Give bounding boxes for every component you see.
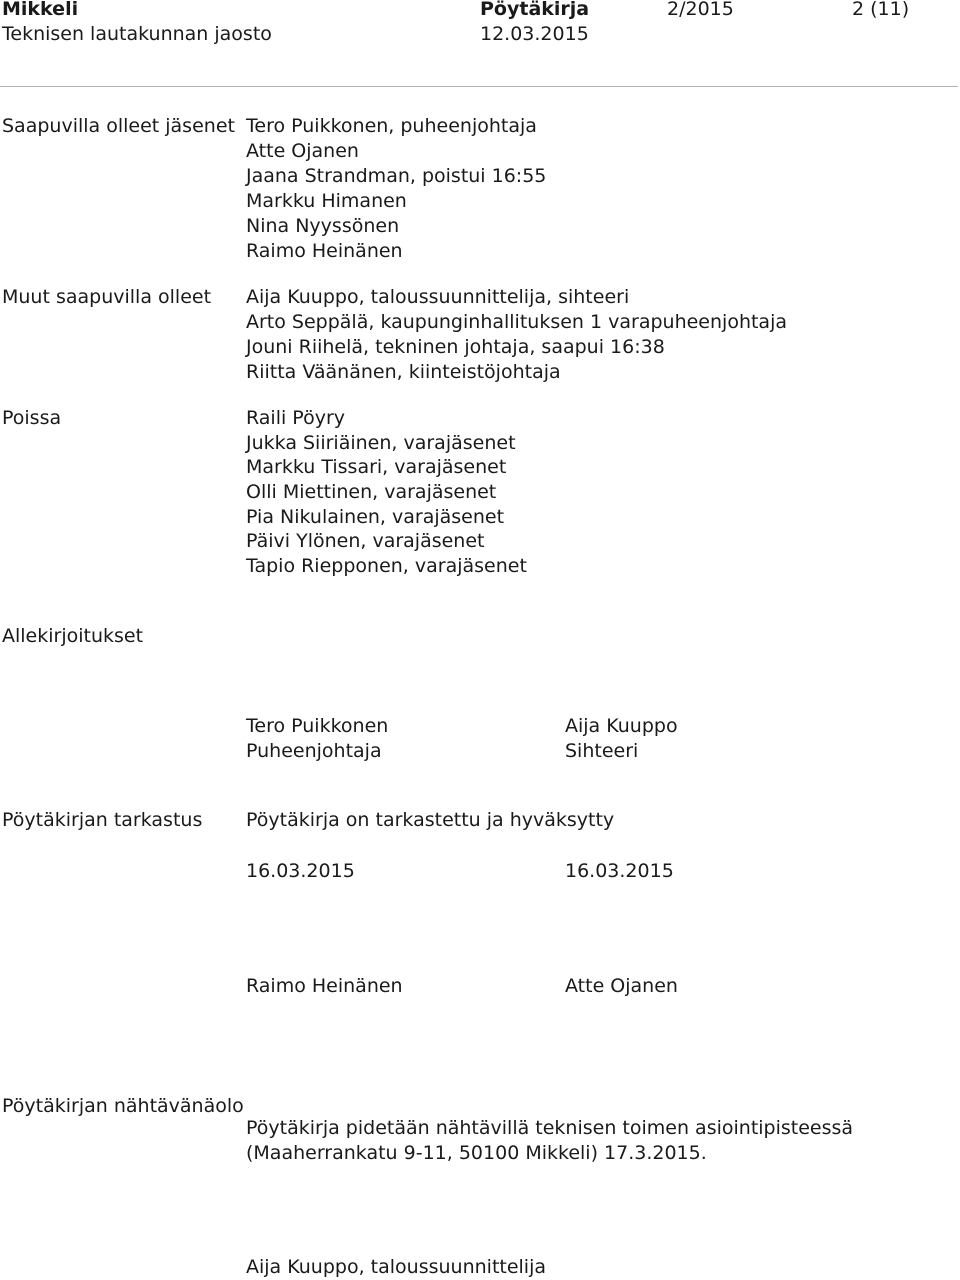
organization-name: Mikkeli bbox=[2, 0, 79, 20]
signer1-role: Puheenjohtaja bbox=[246, 740, 382, 762]
review-statement: Pöytäkirja on tarkastettu ja hyväksytty bbox=[246, 809, 615, 831]
list-item: Pia Nikulainen, varajäsenet bbox=[246, 505, 505, 528]
signer1-name: Tero Puikkonen bbox=[246, 715, 389, 737]
document-type: Pöytäkirja bbox=[480, 0, 590, 20]
present-members-label: Saapuvilla olleet jäsenet bbox=[2, 115, 235, 137]
list-item: Arto Seppälä, kaupunginhallituksen 1 varapuheenjohtaja bbox=[246, 311, 787, 333]
list-item: Tapio Riepponen, varajäsenet bbox=[246, 555, 527, 578]
signer2-role: Sihteeri bbox=[565, 740, 639, 762]
review-label: Pöytäkirjan tarkastus bbox=[2, 809, 203, 831]
list-item: Jukka Siiriäinen, varajäsenet bbox=[246, 431, 516, 454]
list-item: Raimo Heinänen bbox=[246, 240, 403, 262]
header-divider bbox=[0, 86, 958, 87]
list-item: Riitta Väänänen, kiinteistöjohtaja bbox=[246, 361, 561, 383]
absent-list bbox=[246, 406, 527, 579]
committee-name: Teknisen lautakunnan jaosto bbox=[2, 23, 272, 45]
signatures-label: Allekirjoitukset bbox=[2, 625, 144, 647]
list-item: Päivi Ylönen, varajäsenet bbox=[246, 530, 485, 553]
list-item: Olli Miettinen, varajäsenet bbox=[246, 481, 497, 504]
other-present-label: Muut saapuvilla olleet bbox=[2, 286, 212, 308]
list-item: Nina Nyyssönen bbox=[246, 215, 400, 237]
list-item: Atte Ojanen bbox=[246, 140, 359, 162]
display-label: Pöytäkirjan nähtävänäolo bbox=[2, 1095, 244, 1117]
list-item: Jaana Strandman, poistui 16:55 bbox=[246, 165, 547, 187]
present-members-list bbox=[246, 114, 546, 264]
signer2-name: Aija Kuuppo bbox=[565, 715, 678, 737]
display-line-2: (Maaherrankatu 9-11, 50100 Mikkeli) 17.3.2015. bbox=[246, 1142, 707, 1164]
list-item: Aija Kuuppo, taloussuunnittelija, sihteeri bbox=[246, 286, 630, 308]
reviewer-2-name: Atte Ojanen bbox=[565, 975, 678, 997]
list-item: Jouni Riihelä, tekninen johtaja, saapui 16:38 bbox=[246, 336, 665, 358]
display-line-1: Pöytäkirja pidetään nähtävillä teknisen toimen asiointipisteessä bbox=[246, 1117, 854, 1139]
page-number: 2 (11) bbox=[852, 0, 910, 20]
document-number: 2/2015 bbox=[667, 0, 734, 20]
meeting-date: 12.03.2015 bbox=[480, 23, 589, 45]
list-item: Markku Tissari, varajäsenet bbox=[246, 456, 507, 479]
list-item: Tero Puikkonen, puheenjohtaja bbox=[246, 115, 537, 137]
review-date-1: 16.03.2015 bbox=[246, 860, 355, 882]
list-item: Markku Himanen bbox=[246, 190, 407, 212]
other-present-list bbox=[246, 285, 787, 385]
list-item: Raili Pöyry bbox=[246, 407, 346, 429]
reviewer-1-name: Raimo Heinänen bbox=[246, 975, 403, 997]
display-signer: Aija Kuuppo, taloussuunnittelija bbox=[246, 1256, 547, 1278]
review-date-2: 16.03.2015 bbox=[565, 860, 674, 882]
absent-label: Poissa bbox=[2, 407, 62, 429]
